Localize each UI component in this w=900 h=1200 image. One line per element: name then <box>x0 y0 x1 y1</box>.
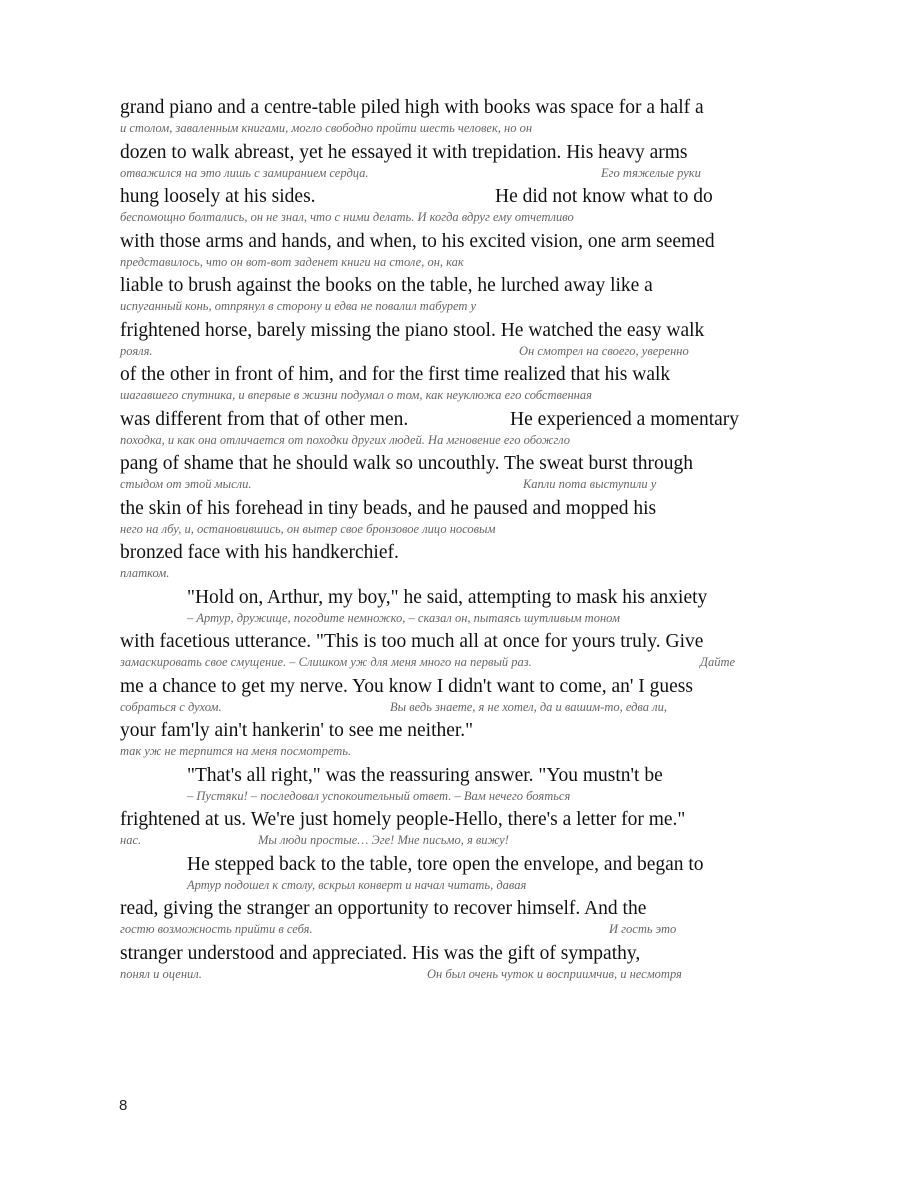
text-line <box>0 631 900 669</box>
russian-translation: И гость это <box>609 922 677 936</box>
english-text: "That's all right," was the reassuring answer. "You mustn't be <box>187 765 663 786</box>
russian-translation: – Пустяки! – последовал успокоительный ответ. – Вам нечего бояться <box>187 789 571 803</box>
english-text: the skin of his forehead in tiny beads, and he paused and mopped his <box>120 498 657 519</box>
russian-translation: шагавшего спутника, и впервые в жизни подумал о том, как неуклюжа его собственная <box>120 388 592 402</box>
text-line <box>0 898 900 936</box>
english-text: liable to brush against the books on the table, he lurched away like a <box>120 275 653 296</box>
russian-translation: беспомощно болтались, он не знал, что с ними делать. И когда вдруг ему отчетливо <box>120 210 574 224</box>
english-text: hung loosely at his sides. <box>120 186 316 207</box>
english-text: with those arms and hands, and when, to his excited vision, one arm seemed <box>120 231 715 252</box>
english-text: frightened horse, barely missing the piano stool. He watched the easy walk <box>120 320 705 341</box>
russian-translation: собраться с духом. <box>120 700 222 714</box>
russian-translation: и столом, заваленным книгами, могло свободно пройти шесть человек, но он <box>120 121 533 135</box>
english-text: with facetious utterance. "This is too much all at once for yours truly. Give <box>120 631 704 652</box>
russian-translation: так уж не терпится на меня посмотреть. <box>120 744 352 758</box>
russian-translation: стыдом от этой мысли. <box>120 477 252 491</box>
text-line <box>0 809 900 847</box>
russian-translation: испуганный конь, отпрянул в сторону и едва не повалил табурет у <box>120 299 477 313</box>
russian-translation: платком. <box>120 566 170 580</box>
russian-translation: Капли пота выступили у <box>523 477 657 491</box>
english-text: pang of shame that he should walk so uncouthly. The sweat burst through <box>120 453 693 474</box>
text-line <box>0 231 900 269</box>
english-text: of the other in front of him, and for the first time realized that his walk <box>120 364 671 385</box>
russian-translation: Он был очень чуток и восприимчив, и несмотря <box>427 967 682 981</box>
text-line <box>0 142 900 180</box>
english-text: stranger understood and appreciated. His was the gift of sympathy, <box>120 943 641 964</box>
english-text: dozen to walk abreast, yet he essayed it with trepidation. His heavy arms <box>120 142 688 163</box>
english-text: He experienced a momentary <box>510 409 740 430</box>
text-line <box>0 765 900 803</box>
text-line <box>0 453 900 491</box>
text-line <box>0 854 900 892</box>
russian-translation: гостю возможность прийти в себя. <box>120 922 313 936</box>
text-line <box>0 364 900 402</box>
english-text: bronzed face with his handkerchief. <box>120 542 399 563</box>
text-line <box>0 587 900 625</box>
text-line <box>0 97 900 135</box>
russian-translation: Его тяжелые руки <box>601 166 701 180</box>
english-text: your fam'ly ain't hankerin' to see me neither." <box>120 720 474 741</box>
text-line <box>0 498 900 536</box>
russian-translation: Он смотрел на своего, уверенно <box>519 344 689 358</box>
text-line <box>0 320 900 358</box>
russian-translation: замаскировать свое смущение. – Слишком уж для меня много на первый раз. <box>120 655 532 669</box>
text-line <box>0 720 900 758</box>
page-number: 8 <box>119 1097 128 1114</box>
russian-translation: Вы ведь знаете, я не хотел, да и вашим-то, едва ли, <box>390 700 667 714</box>
russian-translation: нас. <box>120 833 142 847</box>
english-text: "Hold on, Arthur, my boy," he said, attempting to mask his anxiety <box>187 587 708 608</box>
english-text: He did not know what to do <box>495 186 713 207</box>
russian-translation: представилось, что он вот-вот заденет книги на столе, он, как <box>120 255 464 269</box>
english-text: frightened at us. We're just homely people-Hello, there's a letter for me." <box>120 809 686 830</box>
text-line <box>0 943 900 981</box>
russian-translation: Дайте <box>700 655 736 669</box>
russian-translation: Артур подошел к столу, вскрыл конверт и начал читать, давая <box>187 878 527 892</box>
text-line <box>0 409 900 447</box>
english-text: was different from that of other men. <box>120 409 409 430</box>
text-line <box>0 275 900 313</box>
english-text: read, giving the stranger an opportunity to recover himself. And the <box>120 898 647 919</box>
text-line <box>0 542 900 580</box>
russian-translation: отважился на это лишь с замиранием сердца. <box>120 166 369 180</box>
english-text: me a chance to get my nerve. You know I didn't want to come, an' I guess <box>120 676 693 697</box>
english-text: He stepped back to the table, tore open the envelope, and began to <box>187 854 704 875</box>
russian-translation: – Артур, дружище, погодите немножко, – сказал он, пытаясь шутливым тоном <box>187 611 620 625</box>
russian-translation: Мы люди простые… Эге! Мне письмо, я вижу! <box>258 833 509 847</box>
english-text: grand piano and a centre-table piled high with books was space for a half a <box>120 97 704 118</box>
russian-translation: рояля. <box>120 344 153 358</box>
text-line <box>0 676 900 714</box>
russian-translation: походка, и как она отличается от походки других людей. На мгновение его обожгло <box>120 433 570 447</box>
russian-translation: него на лбу, и, остановившись, он вытер свое бронзовое лицо носовым <box>120 522 496 536</box>
text-line <box>0 186 900 224</box>
russian-translation: понял и оценил. <box>120 967 202 981</box>
